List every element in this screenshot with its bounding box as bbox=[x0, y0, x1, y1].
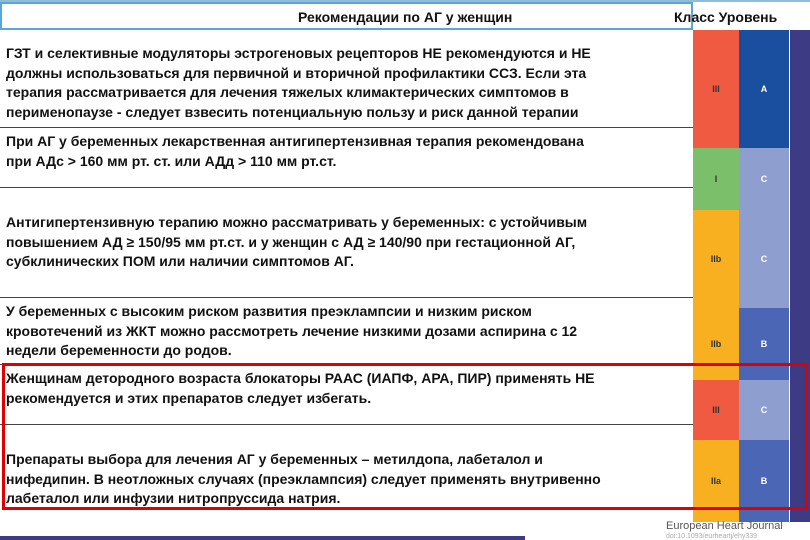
journal-name: European Heart Journal bbox=[666, 520, 783, 532]
row-line: рекомендуется и этих препаратов следует избегать. bbox=[6, 389, 372, 406]
row-divider bbox=[0, 127, 693, 128]
row-divider bbox=[0, 187, 693, 188]
row-line: недели беременности до родов. bbox=[6, 342, 232, 358]
recommendation-row bbox=[6, 132, 693, 171]
row-line: Женщинам детородного возраста блокаторы РААС (ИАПФ, АРА, ПИР) применять НЕ bbox=[6, 370, 595, 386]
level-cell: C bbox=[739, 380, 789, 440]
row-line: У беременных с высоким риском развития преэклампсии и низким риском bbox=[6, 303, 532, 319]
class-cell: IIa bbox=[693, 440, 739, 522]
row-line: субклинических ПОМ или наличии симптомов АГ. bbox=[6, 253, 354, 269]
journal-doi: doi:10.1093/eurheartj/ehy339 bbox=[666, 533, 758, 540]
row-line: перименопаузе - следует взвесить потенциальную пользу и риск данной терапии bbox=[6, 103, 579, 120]
row-line: при АДс > 160 мм рт. ст. или АДд > 110 мм рт.ст. bbox=[6, 152, 337, 169]
table-header bbox=[0, 2, 778, 30]
class-cell: IIb bbox=[693, 210, 739, 308]
row-line: нифедипин. В неотложных случаях (преэклампсия) следует применять внутривенно bbox=[6, 470, 601, 487]
level-cell: A bbox=[739, 30, 789, 148]
row-line: ГЗТ и селективные модуляторы эстрогеновых рецепторов НЕ рекомендуются и НЕ bbox=[6, 45, 591, 61]
class-cell: IIb bbox=[693, 308, 739, 380]
level-cell: B bbox=[739, 308, 789, 380]
footer-strip bbox=[0, 536, 525, 540]
row-line: При АГ у беременных лекарственная антигипертензивная терапия рекомендована bbox=[6, 133, 584, 149]
class-cell: I bbox=[693, 148, 739, 210]
recommendation-row bbox=[6, 44, 693, 122]
recommendation-row bbox=[6, 302, 693, 361]
header-title: Рекомендации по АГ у женщин bbox=[298, 9, 513, 25]
level-cell: C bbox=[739, 210, 789, 308]
row-line: повышением АД ≥ 150/95 мм рт.ст. и у женщин с АД ≥ 140/90 при гестационной АГ, bbox=[6, 233, 576, 250]
row-line: кровотечений из ЖКТ можно рассмотреть лечение низкими дозами аспирина с 12 bbox=[6, 322, 578, 339]
level-cell: B bbox=[739, 440, 789, 522]
row-line: Препараты выбора для лечения АГ у беременных – метилдопа, лабеталол и bbox=[6, 451, 543, 467]
row-line: Антигипертензивную терапию можно рассматривать у беременных: с устойчивым bbox=[6, 214, 588, 230]
class-cell: III bbox=[693, 380, 739, 440]
recommendation-row bbox=[6, 213, 693, 272]
header-class-level: Класс Уровень bbox=[674, 9, 778, 25]
level-cell: C bbox=[739, 148, 789, 210]
highlight-frame bbox=[2, 363, 808, 510]
class-cell: III bbox=[693, 30, 739, 148]
row-divider bbox=[0, 297, 693, 298]
row-line: терапия рассматривается для лечения тяжелых климактерических симптомов в bbox=[6, 84, 569, 100]
row-line: лабеталол или инфузии нитропруссида натрия. bbox=[6, 490, 341, 506]
row-line: должны использоваться для первичной и вторичной профилактики ССЗ. Если эта bbox=[6, 64, 587, 81]
